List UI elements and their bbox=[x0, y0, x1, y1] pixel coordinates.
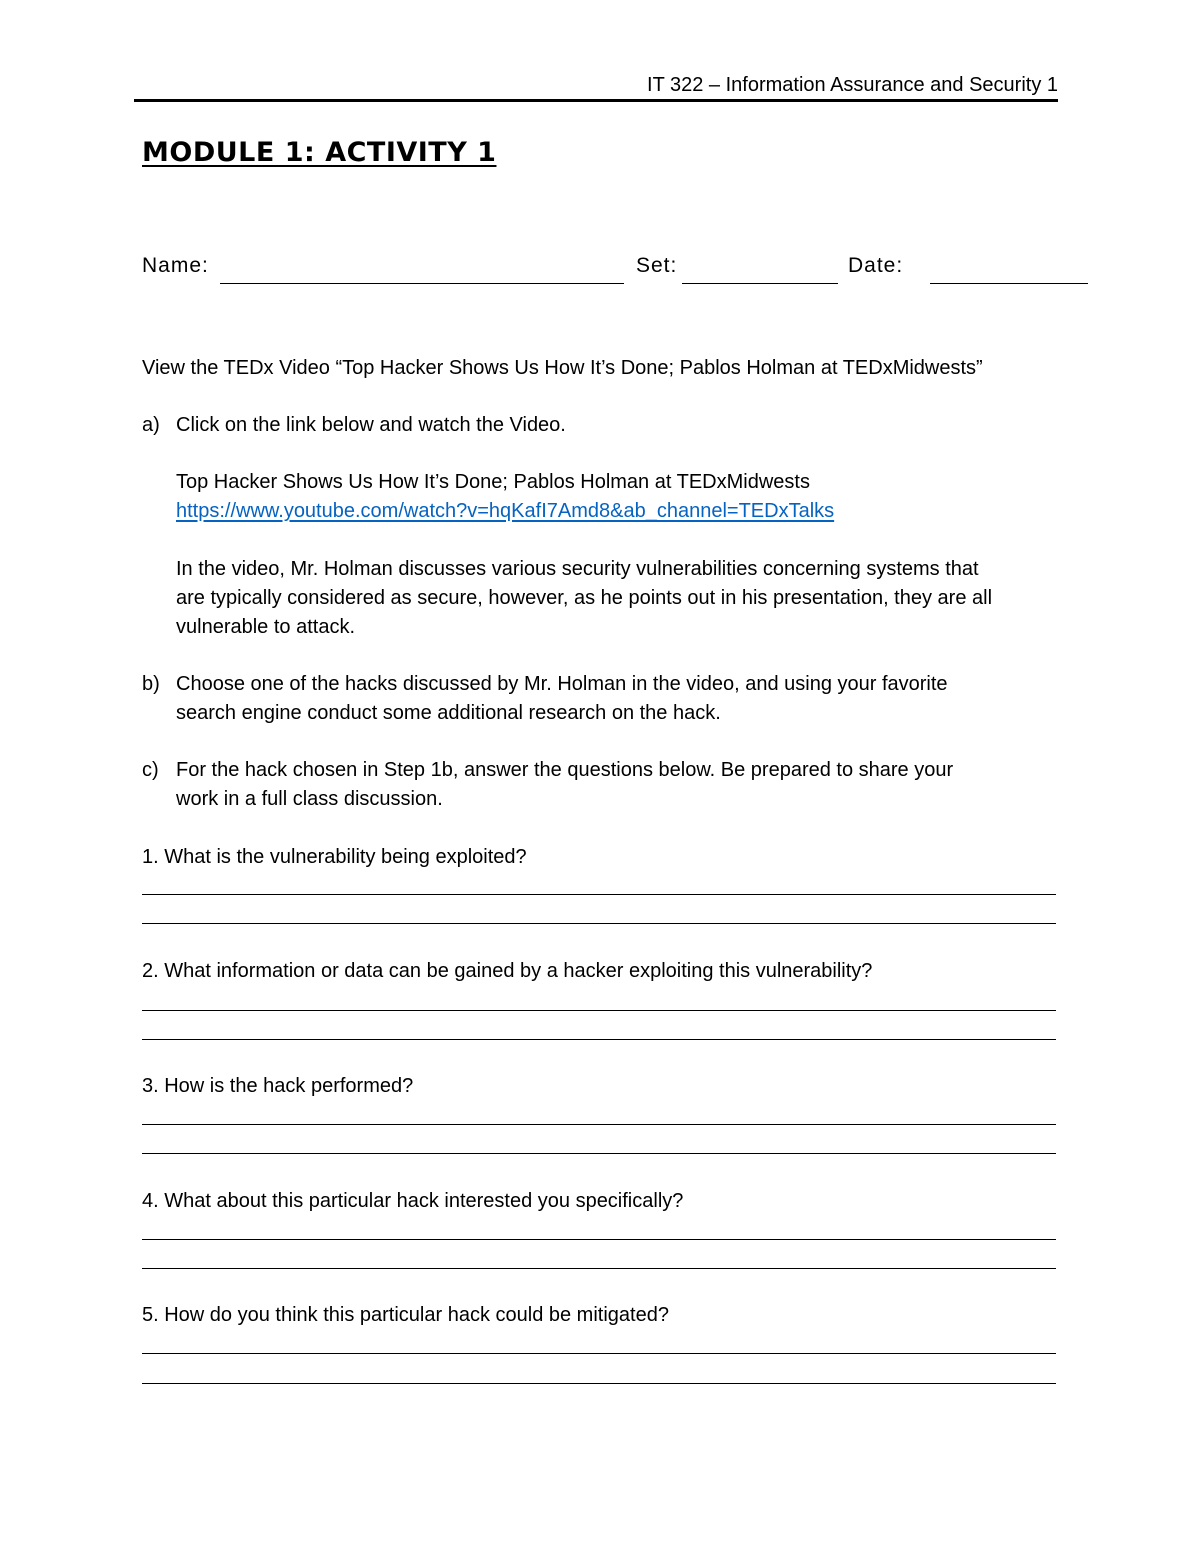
description-line: vulnerable to attack. bbox=[176, 616, 355, 638]
answer-line[interactable] bbox=[142, 894, 1056, 895]
answer-line[interactable] bbox=[142, 1383, 1056, 1384]
question-1: 1. What is the vulnerability being exploited? bbox=[142, 846, 527, 868]
step-b-text: search engine conduct some additional research on the hack. bbox=[176, 702, 721, 724]
answer-line[interactable] bbox=[142, 1268, 1056, 1269]
answer-line[interactable] bbox=[142, 1124, 1056, 1125]
step-c-text: work in a full class discussion. bbox=[176, 788, 443, 810]
video-title: Top Hacker Shows Us How It’s Done; Pablos Holman at TEDxMidwests bbox=[176, 471, 810, 493]
date-field[interactable] bbox=[930, 282, 1088, 284]
header-divider bbox=[134, 99, 1058, 102]
answer-line[interactable] bbox=[142, 1239, 1056, 1240]
step-c-text: For the hack chosen in Step 1b, answer the questions below. Be prepared to share your bbox=[176, 759, 954, 781]
date-label: Date: bbox=[848, 254, 904, 277]
answer-line[interactable] bbox=[142, 1039, 1056, 1040]
step-b-marker: b) bbox=[142, 673, 160, 695]
question-3: 3. How is the hack performed? bbox=[142, 1075, 414, 1097]
step-b-text: Choose one of the hacks discussed by Mr. Holman in the video, and using your favorite bbox=[176, 673, 948, 695]
question-5: 5. How do you think this particular hack could be mitigated? bbox=[142, 1304, 669, 1326]
name-label: Name: bbox=[142, 254, 209, 277]
step-c-marker: c) bbox=[142, 759, 159, 781]
description-line: are typically considered as secure, however, as he points out in his presentation, they are all bbox=[176, 587, 993, 609]
page-title: MODULE 1: ACTIVITY 1 bbox=[142, 137, 497, 168]
step-a-marker: a) bbox=[142, 414, 160, 436]
answer-line[interactable] bbox=[142, 1010, 1056, 1011]
answer-line[interactable] bbox=[142, 923, 1056, 924]
set-label: Set: bbox=[636, 254, 678, 277]
answer-line[interactable] bbox=[142, 1153, 1056, 1154]
answer-line[interactable] bbox=[142, 1353, 1056, 1354]
step-a-text: Click on the link below and watch the Video. bbox=[176, 414, 566, 436]
intro-text: View the TEDx Video “Top Hacker Shows Us How It’s Done; Pablos Holman at TEDxMidwests” bbox=[142, 357, 983, 379]
student-info-row bbox=[142, 252, 1092, 292]
question-2: 2. What information or data can be gained by a hacker exploiting this vulnerability? bbox=[142, 960, 873, 982]
name-field[interactable] bbox=[220, 282, 624, 284]
set-field[interactable] bbox=[682, 282, 838, 284]
course-header: IT 322 – Information Assurance and Security 1 bbox=[647, 74, 1058, 96]
video-link[interactable]: https://www.youtube.com/watch?v=hqKafI7Amd8&ab_channel=TEDxTalks bbox=[176, 500, 835, 522]
question-4: 4. What about this particular hack interested you specifically? bbox=[142, 1190, 684, 1212]
description-line: In the video, Mr. Holman discusses various security vulnerabilities concerning systems that bbox=[176, 558, 979, 580]
